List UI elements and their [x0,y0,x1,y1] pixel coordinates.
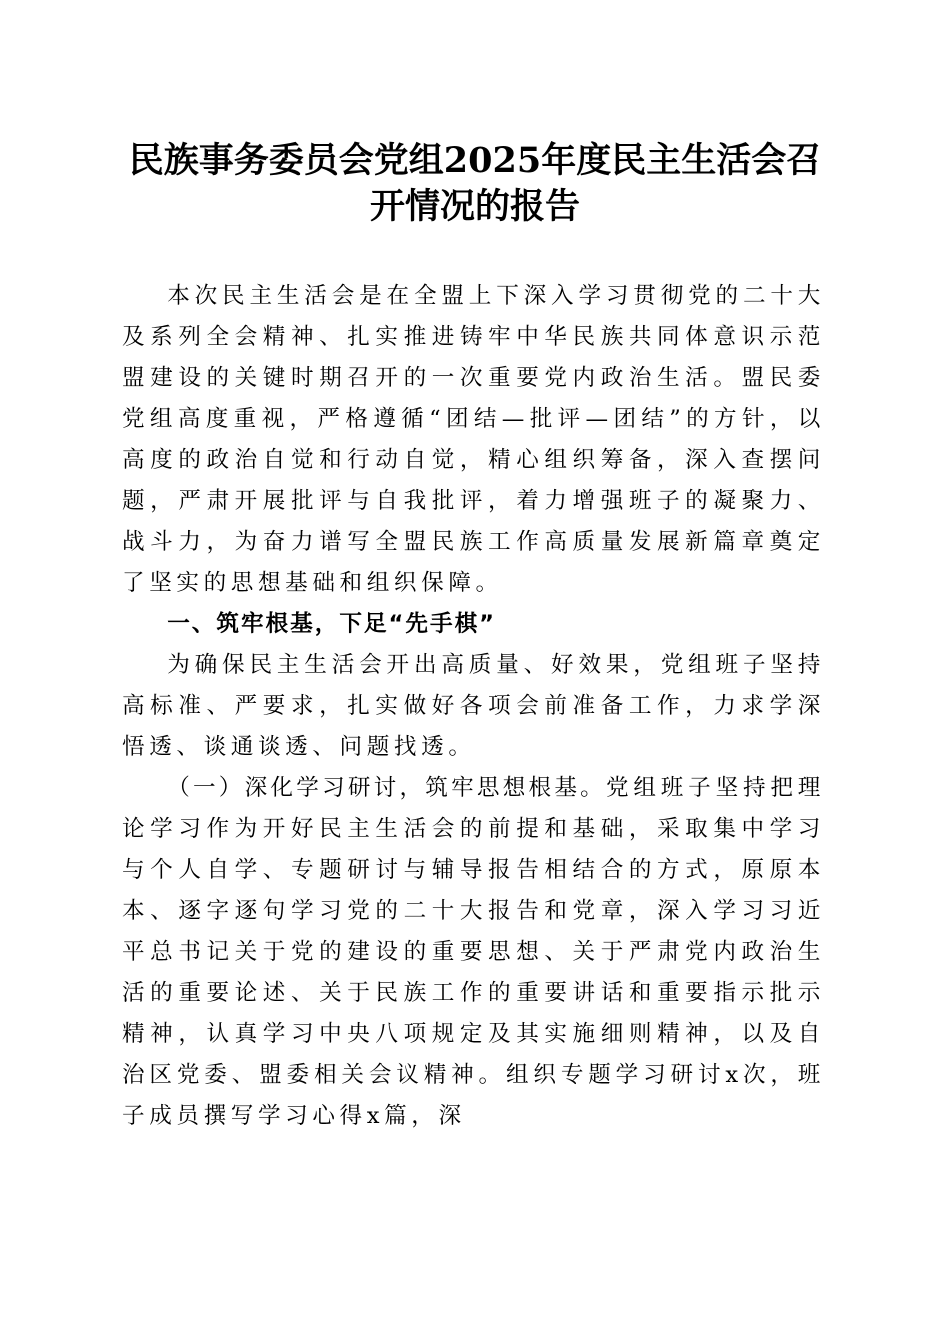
subsection-1-paragraph [122,768,825,1137]
subsection-1-lead: （一）深化学习研讨，筑牢思想根基。 [167,775,606,801]
section-1-paragraph: 为确保民主生活会开出高质量、好效果，党组班子坚持高标准、严要求，扎实做好各项会前准备工作，力求学深悟透、谈通谈透、问题找透。 [122,652,825,760]
document-title: 民族事务委员会党组2025年度民主生活会召开情况的报告 [128,140,822,227]
section-heading-1: 一、筑牢根基，下足“先手棋” [167,611,497,637]
intro-paragraph: 本次民主生活会是在全盟上下深入学习贯彻党的二十大及系列全会精神、扎实推进铸牢中华民族共同体意识示范盟建设的关键时期召开的一次重要党内政治生活。盟民委党组高度重视，严格遵循“团结—批评—团结”的方针，以高度的政治自觉和行动自觉，精心组织筹备，深入查摆问题，严肃开展批评与自我批评，着力增强班子的凝聚力、战斗力，为奋力谱写全盟民族工作高质量发展新篇章奠定了坚实的思想基础和组织保障。 [122,283,825,596]
document-body [122,276,825,1137]
subsection-1-body: 党组班子坚持把理论学习作为开好民主生活会的前提和基础，采取集中学习与个人自学、专题研讨与辅导报告相结合的方式，原原本本、逐字逐句学习党的二十大报告和党章，深入学习习近平总书记关于党的建设的重要思想、关于严肃党内政治生活的重要论述、关于民族工作的重要讲话和重要指示批示精神，认真学习中央八项规定及其实施细则精神，以及自治区党委、盟委相关会议精神。组织专题学习研讨x次，班子成员撰写学习心得x篇，深 [122,775,825,1129]
